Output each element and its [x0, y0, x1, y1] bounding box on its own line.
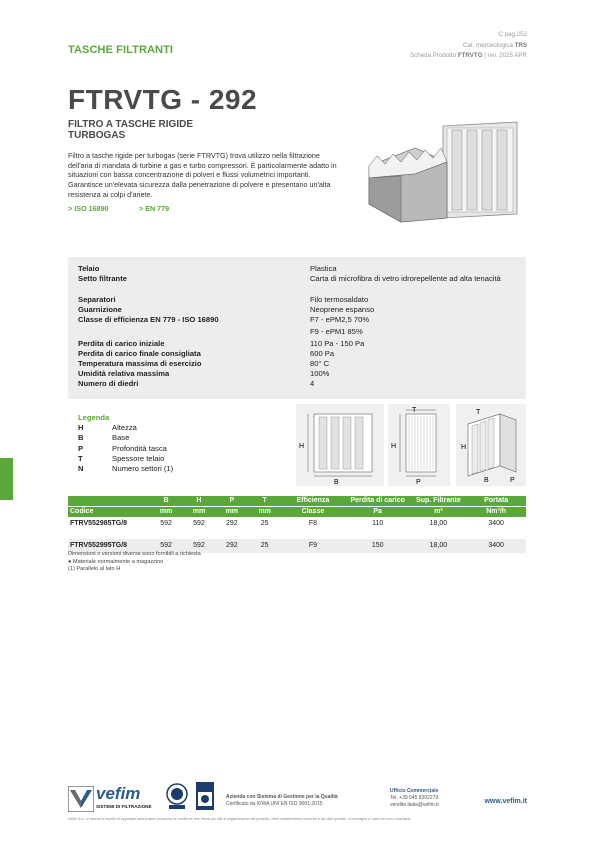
legend-item: B Base	[78, 433, 130, 443]
spec-row: Numero di diedri 4	[78, 379, 315, 388]
revision-line: Scheda Prodotto FTRVTG | rev. 2025 APR	[410, 52, 527, 60]
product-image	[355, 118, 530, 223]
diagram-label-t: T	[412, 407, 417, 414]
spec-row: Telaio Plastica	[78, 264, 337, 273]
legend-item: P Profondità tasca	[78, 443, 167, 453]
diagram-side-view	[388, 404, 450, 486]
footer	[68, 782, 527, 822]
table-row: FTRV552985TG/8 592 592 292 25 F8 110 18,00 3400	[70, 520, 504, 527]
vefim-logo-mark	[68, 786, 94, 812]
logo-text: vefim	[96, 784, 141, 803]
diagram-front-view	[296, 404, 384, 486]
sales-office: Ufficio Commerciale Tel. +39 045 8202279 vendite.italia@vefim.it	[390, 788, 439, 808]
legend-title: Legenda	[78, 413, 110, 422]
diagram-iso-view	[456, 404, 526, 486]
spec-row: Setto filtrante Carta di microfibra di vetro idrorepellente ad alta tenacità	[78, 273, 501, 283]
product-title: FTRVTG - 292	[68, 84, 258, 115]
product-table	[68, 496, 526, 553]
diagram-label-h3: H	[461, 444, 467, 451]
header-meta	[410, 30, 527, 62]
spec-row: Separatori Filo termosaldato	[78, 295, 369, 304]
certification-seal	[166, 782, 188, 810]
office-email[interactable]: vendite.italia@vefim.it	[390, 802, 439, 808]
spec-row: Umidità relativa massima 100%	[78, 369, 330, 378]
subtitle-line-2: TURBOGAS	[68, 129, 126, 141]
quality-certification: Azienda con Sistema di Gestione per la Qualità Certificato da KIWA UNI EN ISO 9001:2015	[226, 794, 338, 807]
page-number: C pag.252	[498, 31, 527, 38]
legend-item: T Spessore telaio	[78, 453, 165, 463]
table-row: FTRV552995TG/8 592 592 292 25 F9 150 18,00 3400	[68, 539, 526, 553]
vefim-logo	[68, 786, 156, 812]
diagram-label-t2: T	[476, 409, 481, 416]
product-description: Filtro a tasche rigide per turbogas (serie FTRVTG) trova utilizzo nella filtrazione dell'aria di mandata di turbine a gas e turbo compressori. È particolarmente adatto in situazioni con bassa concentrazione di polveri e flussi volumetrici importanti. Garantisce un'elevata sicurezza dalla penetrazione di polvere e presentano un'alta resistenza ai colpi d'ariete.	[68, 151, 337, 199]
diagram-label-b: B	[334, 479, 339, 486]
diagram-label-h: H	[299, 443, 305, 450]
website-link[interactable]: www.vefim.it	[484, 798, 527, 805]
footnote: (1) Parallelo al lato H	[68, 566, 121, 573]
disclaimer: Vefim S.r.l. si riserva la facoltà di apportare senza alcun preavviso le modifiche che riterrà più utili al miglioramento del prodotto, delle caratteristiche tecniche e dei dati riportati. Le immagini e i dati non sono vincolanti.	[68, 817, 412, 821]
footnotes	[68, 551, 201, 574]
footnote: Dimensioni o versioni diverse sono fornibili a richiesta	[68, 551, 201, 557]
norm-link-iso[interactable]: > ISO 16890	[68, 204, 109, 213]
diagram-label-p2: P	[510, 477, 515, 484]
subtitle-line-1: FILTRO A TASCHE RIGIDE	[68, 119, 193, 130]
specifications-box: Telaio Plastica Setto filtrante Carta di microfibra di vetro idrorepellente ad alta tenacità Separatori Filo termosaldato Guarnizione Neoprene espanso Classe di efficienza EN 779 - ISO 16890 F7 - ePM2,5 70% F9 - ePM1 85% Perdita di carico iniziale 110 Pa - 150 Pa Perdita di carico finale consigliata 600 Pa Temperatura massima di esercizio 80° C Umidità relativa massima 100% Numero di diedri 4	[68, 257, 526, 399]
norm-link-en[interactable]: > EN 779	[139, 204, 170, 213]
legend-item: H Altezza	[78, 423, 137, 433]
footnote: ● Materiale normalmente a magazzino	[68, 558, 164, 565]
product-subtitle	[68, 120, 193, 141]
diagram-label-p: P	[416, 479, 421, 486]
diagram-label-h2: H	[391, 443, 397, 450]
legend-item: N Numero settori (1)	[78, 464, 174, 474]
table-units-row: Codice mm mm mm mm Classe Pa m² Nm³/h	[68, 506, 526, 517]
spec-row: Guarnizione Neoprene espanso	[78, 305, 375, 314]
spec-row: Temperatura massima di esercizio 80° C	[78, 359, 330, 368]
kiwa-badge	[196, 782, 214, 810]
category-line: Cat. merceologica TRS	[463, 41, 527, 49]
office-phone: Tel. +39 045 8202279	[390, 795, 439, 801]
norm-links	[68, 204, 210, 213]
legend	[78, 413, 173, 474]
side-tab-marker	[0, 458, 13, 500]
spec-row: Perdita di carico iniziale 110 Pa - 150 Pa	[78, 339, 365, 348]
spec-row: Perdita di carico finale consigliata 600 Pa	[78, 349, 335, 358]
table-header-row: B H P T Efficienza Perdita di carico Sup. Filtrante Portata	[68, 496, 526, 506]
spec-row: Classe di efficienza EN 779 - ISO 16890 F7 - ePM2,5 70%	[78, 315, 370, 324]
diagram-label-b2: B	[484, 477, 489, 484]
logo-subtitle: SISTEMI DI FILTRAZIONE	[96, 804, 152, 809]
section-title: TASCHE FILTRANTI	[68, 44, 174, 56]
